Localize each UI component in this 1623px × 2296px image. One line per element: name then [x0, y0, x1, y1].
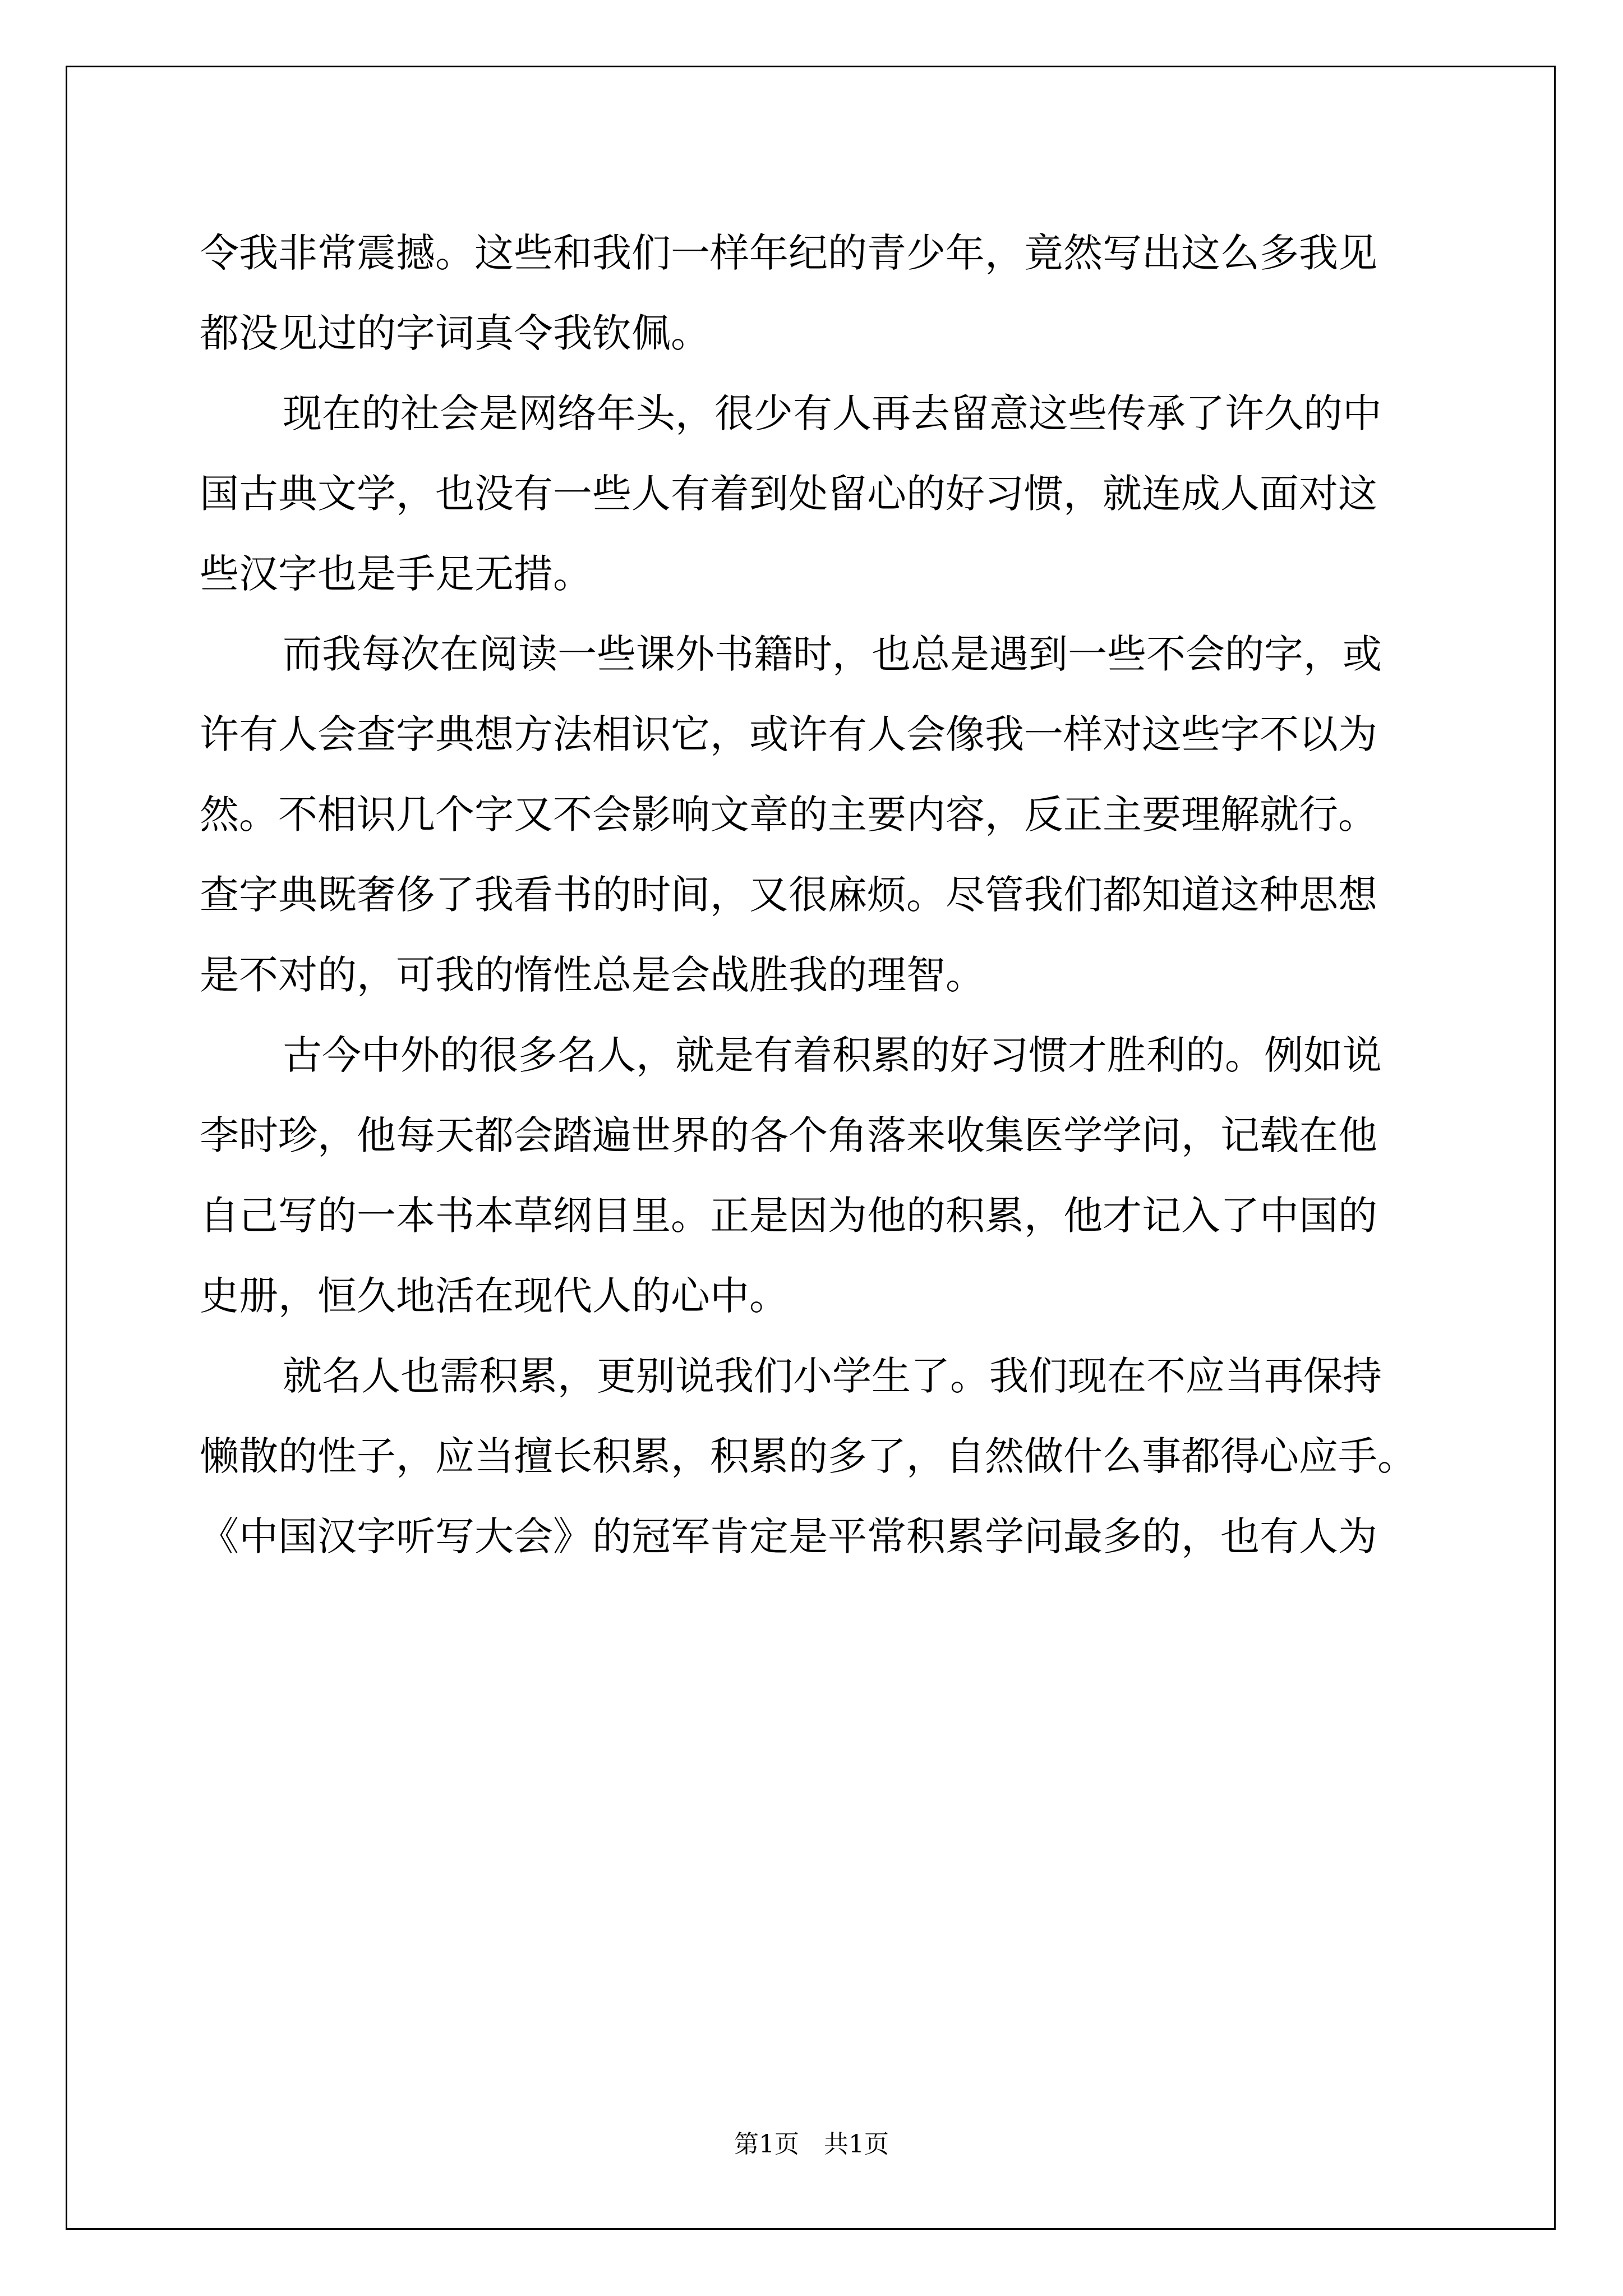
text-line: 史册，恒久地活在现代人的心中。	[200, 1273, 789, 1319]
text-line: 些汉字也是手足无措。	[200, 551, 592, 597]
text-line: 李时珍，他每天都会踏遍世界的各个角落来收集医学学问，记载在他	[200, 1112, 1377, 1158]
text-line: 自己写的一本书本草纲目里。正是因为他的积累，他才记入了中国的	[200, 1193, 1377, 1239]
text-line: 查字典既奢侈了我看书的时间，又很麻烦。尽管我们都知道这种思想	[200, 872, 1377, 918]
text-line: 许有人会查字典想方法相识它，或许有人会像我一样对这些字不以为	[200, 711, 1377, 757]
text-line: 是不对的，可我的惰性总是会战胜我的理智。	[200, 952, 985, 998]
text-line: 就名人也需积累，更别说我们小学生了。我们现在不应当再保持	[283, 1353, 1382, 1399]
document-body	[200, 213, 1442, 1577]
text-line: 懒散的性子，应当擅长积累，积累的多了，自然做什么事都得心应手。	[200, 1433, 1417, 1479]
text-line: 《中国汉字听写大会》的冠军肯定是平常积累学问最多的，也有人为	[200, 1513, 1377, 1559]
text-line: 古今中外的很多名人，就是有着积累的好习惯才胜利的。例如说	[283, 1032, 1382, 1078]
text-line: 然。不相识几个字又不会影响文章的主要内容，反正主要理解就行。	[200, 792, 1377, 838]
page-footer: 第1页 共1页	[734, 2130, 889, 2159]
text-line: 令我非常震撼。这些和我们一样年纪的青少年，竟然写出这么多我见	[200, 230, 1377, 276]
text-line: 都没见过的字词真令我钦佩。	[200, 310, 710, 356]
text-line: 现在的社会是网络年头，很少有人再去留意这些传承了许久的中	[283, 390, 1382, 436]
text-line: 国古典文学，也没有一些人有着到处留心的好习惯，就连成人面对这	[200, 471, 1377, 517]
text-line: 而我每次在阅读一些课外书籍时，也总是遇到一些不会的字，或	[283, 631, 1382, 677]
